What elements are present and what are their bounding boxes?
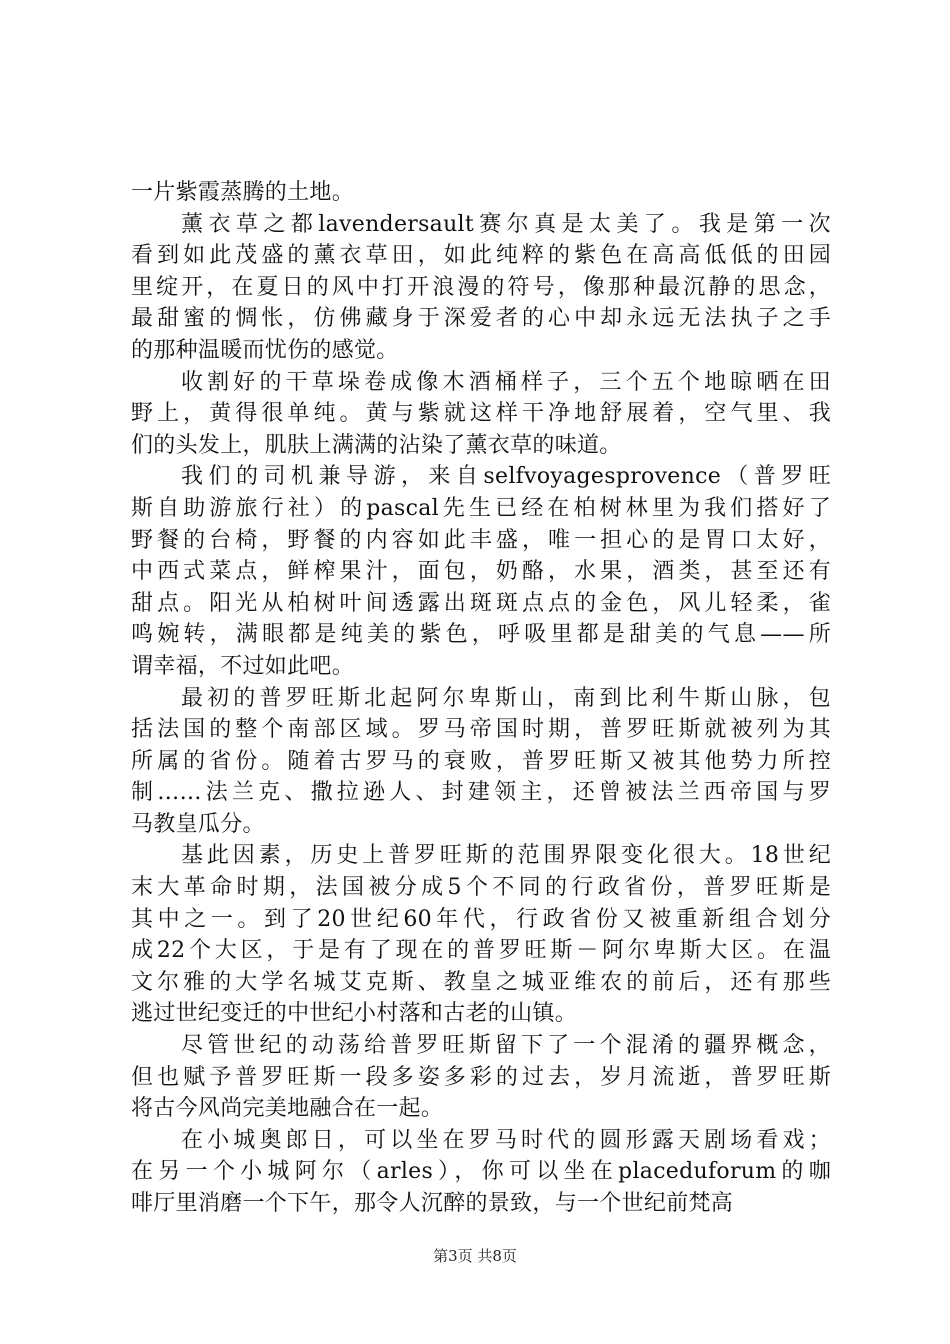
paragraph-line: 野餐的台椅，野餐的内容如此丰盛，唯一担心的是胃口太好， (131, 527, 831, 553)
paragraph-line: 成22个大区，于是有了现在的普罗旺斯－阿尔卑斯大区。在温 (131, 938, 831, 964)
paragraph-line: 在另一个小城阿尔（arles），你可以坐在placeduforum的咖 (131, 1159, 831, 1185)
paragraph-line: 们的头发上，肌肤上满满的沾染了薰衣草的味道。 (131, 432, 622, 458)
paragraph-line: 的那种温暖而忧伤的感觉。 (131, 337, 399, 363)
page-footer: 第3页 共8页 (433, 1247, 517, 1265)
paragraph-line: 尽管世纪的动荡给普罗旺斯留下了一个混淆的疆界概念， (181, 1033, 831, 1059)
paragraph-line: 中西式菜点，鲜榨果汁，面包，奶酪，水果，酒类，甚至还有 (131, 559, 831, 585)
paragraph-line: 将古今风尚完美地融合在一起。 (131, 1096, 444, 1122)
document-body (131, 177, 831, 1220)
paragraph-line: 但也赋予普罗旺斯一段多姿多彩的过去，岁月流逝，普罗旺斯 (131, 1064, 831, 1090)
paragraph-line: 鸣婉转，满眼都是纯美的紫色，呼吸里都是甜美的气息——所 (131, 622, 831, 648)
paragraph-line: 一片紫霞蒸腾的土地。 (131, 180, 355, 205)
paragraph-line: 括法国的整个南部区域。罗马帝国时期，普罗旺斯就被列为其 (131, 717, 831, 743)
paragraph-line: 啡厅里消磨一个下午，那令人沉醉的景致，与一个世纪前梵高 (131, 1191, 734, 1216)
paragraph-line: 末大革命时期，法国被分成5个不同的行政省份，普罗旺斯是 (131, 875, 831, 901)
paragraph-line: 所属的省份。随着古罗马的衰败，普罗旺斯又被其他势力所控 (131, 748, 831, 774)
paragraph-line: 最甜蜜的惆怅，仿佛藏身于深爱者的心中却永远无法执子之手 (131, 306, 831, 332)
paragraph-line: 文尔雅的大学名城艾克斯、教皇之城亚维农的前后，还有那些 (131, 969, 831, 995)
paragraph-line: 逃过世纪变迁的中世纪小村落和古老的山镇。 (131, 1001, 578, 1027)
paragraph-line: 基此因素，历史上普罗旺斯的范围界限变化很大。18世纪 (181, 843, 831, 869)
paragraph-line: 我们的司机兼导游，来自selfvoyagesprovence（普罗旺 (181, 464, 831, 490)
paragraph-line: 收割好的干草垛卷成像木酒桶样子，三个五个地晾晒在田 (181, 369, 831, 395)
paragraph-line: 甜点。阳光从柏树叶间透露出斑斑点点的金色，风儿轻柔，雀 (131, 590, 831, 616)
paragraph-line: 其中之一。到了20世纪60年代，行政省份又被重新组合划分 (131, 906, 831, 932)
paragraph-line: 制……法兰克、撒拉逊人、封建领主，还曾被法兰西帝国与罗 (131, 780, 831, 806)
paragraph-line: 谓幸福，不过如此吧。 (131, 653, 355, 679)
paragraph-line: 斯自助游旅行社）的pascal先生已经在柏树林里为我们搭好了 (131, 495, 831, 521)
paragraph-line: 看到如此茂盛的薰衣草田，如此纯粹的紫色在高高低低的田园 (131, 243, 831, 269)
paragraph-line: 薰衣草之都lavendersault赛尔真是太美了。我是第一次 (181, 211, 831, 237)
paragraph-line: 野上，黄得很单纯。黄与紫就这样干净地舒展着，空气里、我 (131, 401, 831, 427)
paragraph-line: 在小城奥郎日，可以坐在罗马时代的圆形露天剧场看戏； (181, 1127, 831, 1153)
paragraph-line: 最初的普罗旺斯北起阿尔卑斯山，南到比利牛斯山脉，包 (181, 685, 831, 711)
paragraph-line: 里绽开，在夏日的风中打开浪漫的符号，像那种最沉静的思念， (131, 274, 831, 300)
paragraph-line: 马教皇瓜分。 (131, 811, 265, 837)
